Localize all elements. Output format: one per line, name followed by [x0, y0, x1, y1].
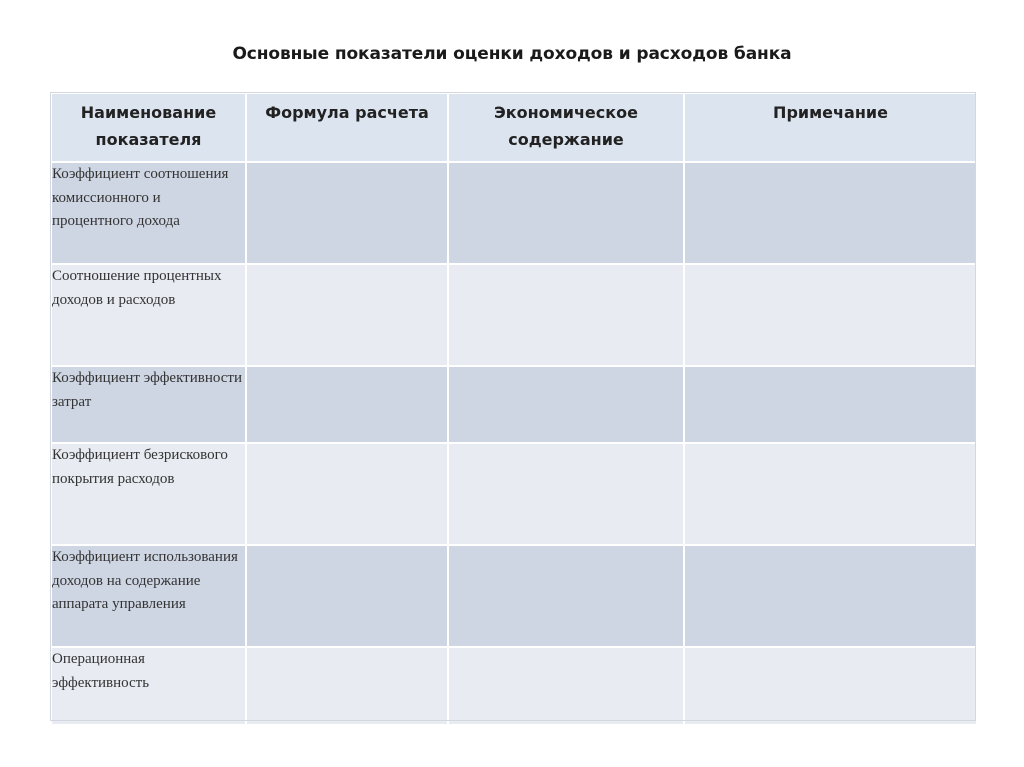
indicator-name-cell: Коэффициент соотношения комиссионного и процентного дохода — [51, 162, 246, 264]
formula-cell — [246, 647, 448, 725]
economic-content-cell — [448, 162, 684, 264]
table-row — [51, 264, 977, 366]
table-row — [51, 545, 977, 647]
header-indicator-name: Наименование показателя — [51, 93, 246, 162]
formula-cell — [246, 264, 448, 366]
economic-content-cell — [448, 647, 684, 725]
table-header-row — [51, 93, 977, 162]
economic-content-cell — [448, 545, 684, 647]
note-cell — [684, 647, 977, 725]
table-row — [51, 366, 977, 443]
page-title: Основные показатели оценки доходов и расходов банка — [232, 44, 792, 64]
header-formula: Формула расчета — [246, 93, 448, 162]
note-cell — [684, 264, 977, 366]
table-row — [51, 443, 977, 545]
economic-content-cell — [448, 366, 684, 443]
formula-cell — [246, 162, 448, 264]
note-cell — [684, 545, 977, 647]
note-cell — [684, 443, 977, 545]
indicator-name-cell: Коэффициент эффективности затрат — [51, 366, 246, 443]
economic-content-cell — [448, 264, 684, 366]
note-cell — [684, 366, 977, 443]
economic-content-cell — [448, 443, 684, 545]
header-economic-content: Экономическое содержание — [448, 93, 684, 162]
note-cell — [684, 162, 977, 264]
formula-cell — [246, 545, 448, 647]
indicator-name-cell: Операционная эффективность — [51, 647, 246, 725]
table-row — [51, 162, 977, 264]
indicators-table — [50, 92, 978, 726]
indicator-name-cell: Соотношение процентных доходов и расходов — [51, 264, 246, 366]
indicator-name-cell: Коэффициент безрискового покрытия расходов — [51, 443, 246, 545]
formula-cell — [246, 366, 448, 443]
indicator-name-cell: Коэффициент использования доходов на содержание аппарата управления — [51, 545, 246, 647]
formula-cell — [246, 443, 448, 545]
header-note: Примечание — [684, 93, 977, 162]
table-row — [51, 647, 977, 725]
